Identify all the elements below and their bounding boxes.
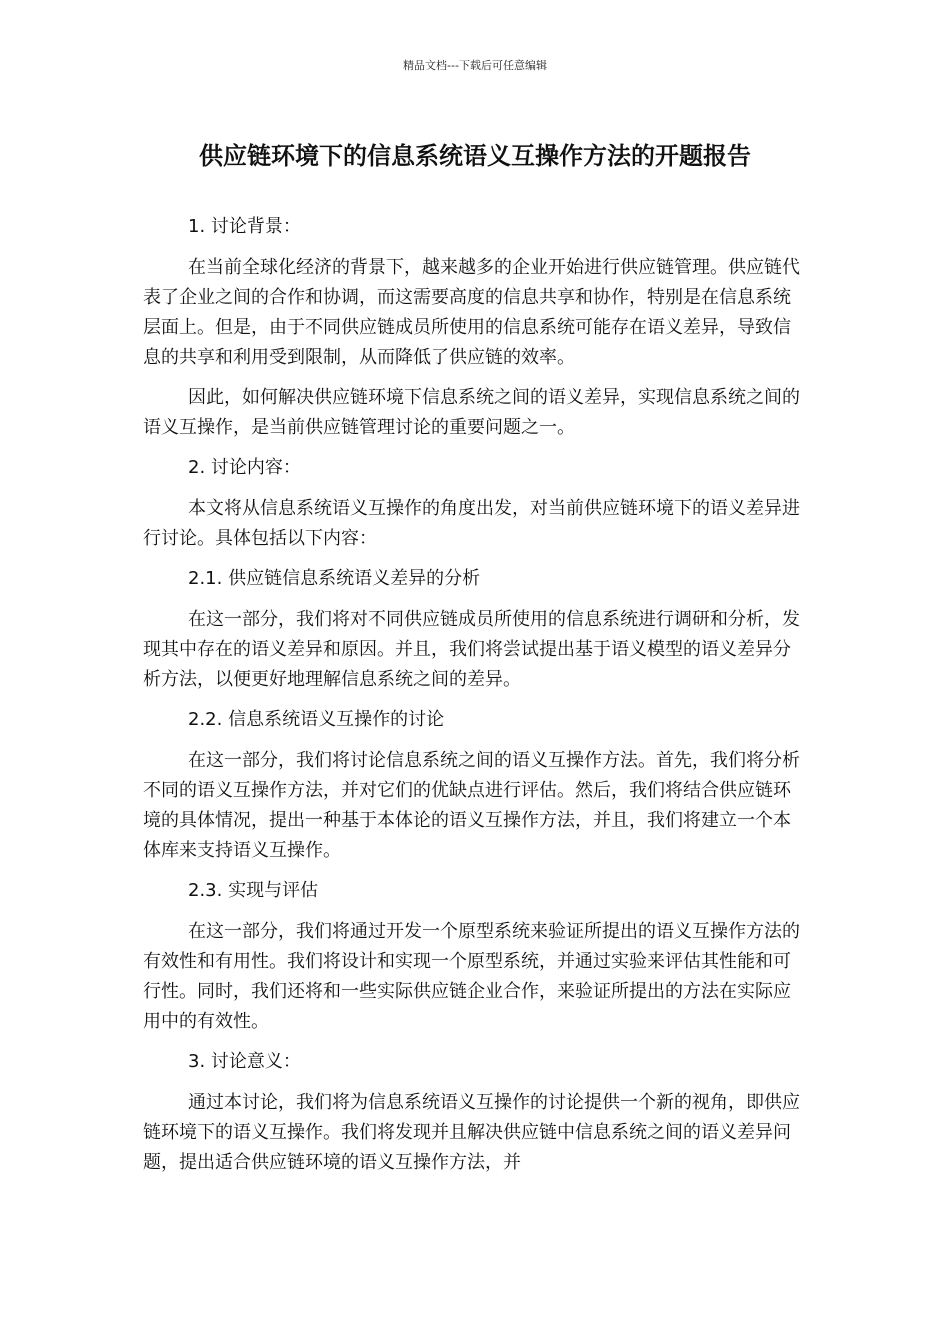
paragraph: 通过本讨论，我们将为信息系统语义互操作的讨论提供一个新的视角，即供应链环境下的语义互操作。我们将发现并且解决供应链中信息系统之间的语义差异问题，提出适合供应链环境的语义互操作方法，并 — [143, 1092, 800, 1173]
paragraph: 在当前全球化经济的背景下，越来越多的企业开始进行供应链管理。供应链代表了企业之间的合作和协调，而这需要高度的信息共享和协作，特别是在信息系统层面上。但是，由于不同供应链成员所使用的信息系统可能存在语义差异，导致信息的共享和利用受到限制，从而降低了供应链的效率。 — [143, 257, 800, 368]
paragraph: 因此，如何解决供应链环境下信息系统之间的语义差异，实现信息系统之间的语义互操作，是当前供应链管理讨论的重要问题之一。 — [143, 387, 800, 438]
subsection-heading-2-2: 2.2. 信息系统语义互操作的讨论 — [188, 709, 445, 730]
page-header: 精品文档---下载后可任意编辑 — [403, 59, 547, 72]
section-heading-significance: 3. 讨论意义： — [188, 1051, 301, 1072]
subsection-heading-2-3: 2.3. 实现与评估 — [188, 880, 319, 901]
paragraph: 在这一部分，我们将对不同供应链成员所使用的信息系统进行调研和分析，发现其中存在的语义差异和原因。并且，我们将尝试提出基于语义模型的语义差异分析方法，以便更好地理解信息系统之间的差异。 — [143, 609, 800, 690]
paragraph: 本文将从信息系统语义互操作的角度出发，对当前供应链环境下的语义差异进行讨论。具体包括以下内容： — [143, 498, 800, 549]
document-title: 供应链环境下的信息系统语义互操作方法的开题报告 — [199, 142, 751, 170]
section-heading-background: 1. 讨论背景： — [188, 216, 301, 237]
section-heading-content: 2. 讨论内容： — [188, 457, 301, 478]
document-body — [143, 212, 808, 1188]
paragraph: 在这一部分，我们将通过开发一个原型系统来验证所提出的语义互操作方法的有效性和有用性。我们将设计和实现一个原型系统，并通过实验来评估其性能和可行性。同时，我们还将和一些实际供应链企业合作，来验证所提出的方法在实际应用中的有效性。 — [143, 921, 800, 1032]
paragraph: 在这一部分，我们将讨论信息系统之间的语义互操作方法。首先，我们将分析不同的语义互操作方法，并对它们的优缺点进行评估。然后，我们将结合供应链环境的具体情况，提出一种基于本体论的语义互操作方法，并且，我们将建立一个本体库来支持语义互操作。 — [143, 750, 800, 861]
subsection-heading-2-1: 2.1. 供应链信息系统语义差异的分析 — [188, 568, 481, 589]
